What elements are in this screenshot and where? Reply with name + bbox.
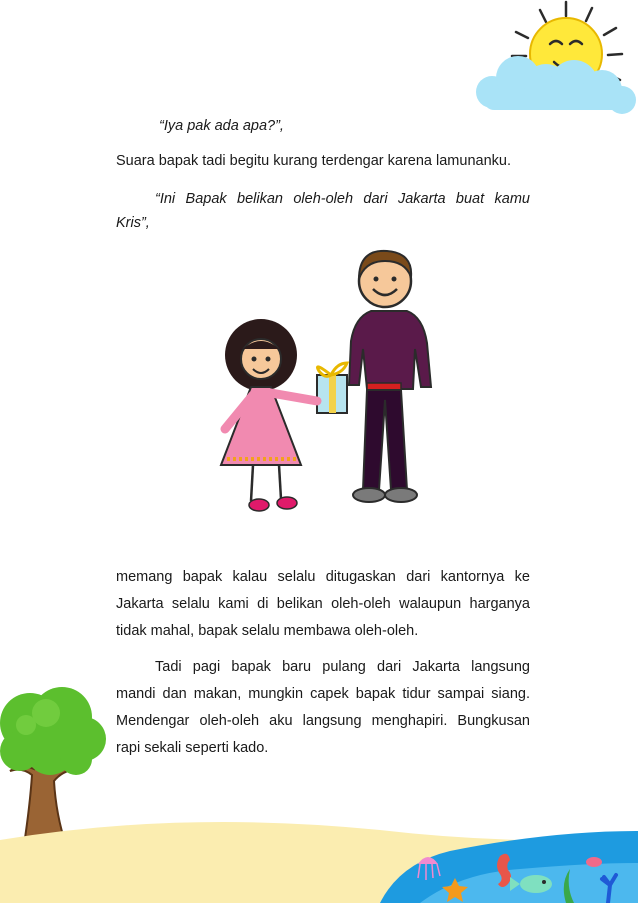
dialogue-line-2a: “Ini Bapak belikan oleh-oleh dari Jakarta buat kamu bbox=[155, 191, 530, 207]
narration-paragraph-3-line-2: mandi dan makan, mungkin capek bapak tidur sampai siang. bbox=[116, 686, 530, 702]
father-figure bbox=[349, 251, 431, 502]
narration-paragraph-2-line-1: memang bapak kalau selalu ditugaskan dari kantornya ke bbox=[116, 569, 530, 585]
dialogue-line-2b: Kris”, bbox=[116, 215, 150, 231]
narration-paragraph-3-line-3: Mendengar oleh-oleh aku langsung menghapiri. Bungkusan bbox=[116, 713, 530, 729]
father-daughter-gift-illustration bbox=[205, 245, 445, 520]
sun-cloud-illustration bbox=[470, 0, 638, 125]
dialogue-line-1: “Iya pak ada apa?”, bbox=[159, 118, 284, 134]
narration-paragraph-3-line-1: Tadi pagi bapak baru pulang dari Jakarta langsung bbox=[155, 659, 530, 675]
narration-line-1: Suara bapak tadi begitu kurang terdengar karena lamunanku. bbox=[116, 153, 511, 169]
narration-paragraph-3-line-4: rapi sekali seperti kado. bbox=[116, 740, 269, 756]
daughter-figure bbox=[221, 319, 317, 511]
gift-box bbox=[317, 363, 347, 413]
narration-paragraph-2-line-3: tidak mahal, bapak selalu membawa oleh-oleh. bbox=[116, 623, 419, 639]
narration-paragraph-2-line-2: Jakarta selalu kami di belikan oleh-oleh walaupun harganya bbox=[116, 596, 530, 612]
beach-sea-illustration bbox=[0, 800, 638, 903]
small-fish-icon bbox=[586, 857, 602, 867]
